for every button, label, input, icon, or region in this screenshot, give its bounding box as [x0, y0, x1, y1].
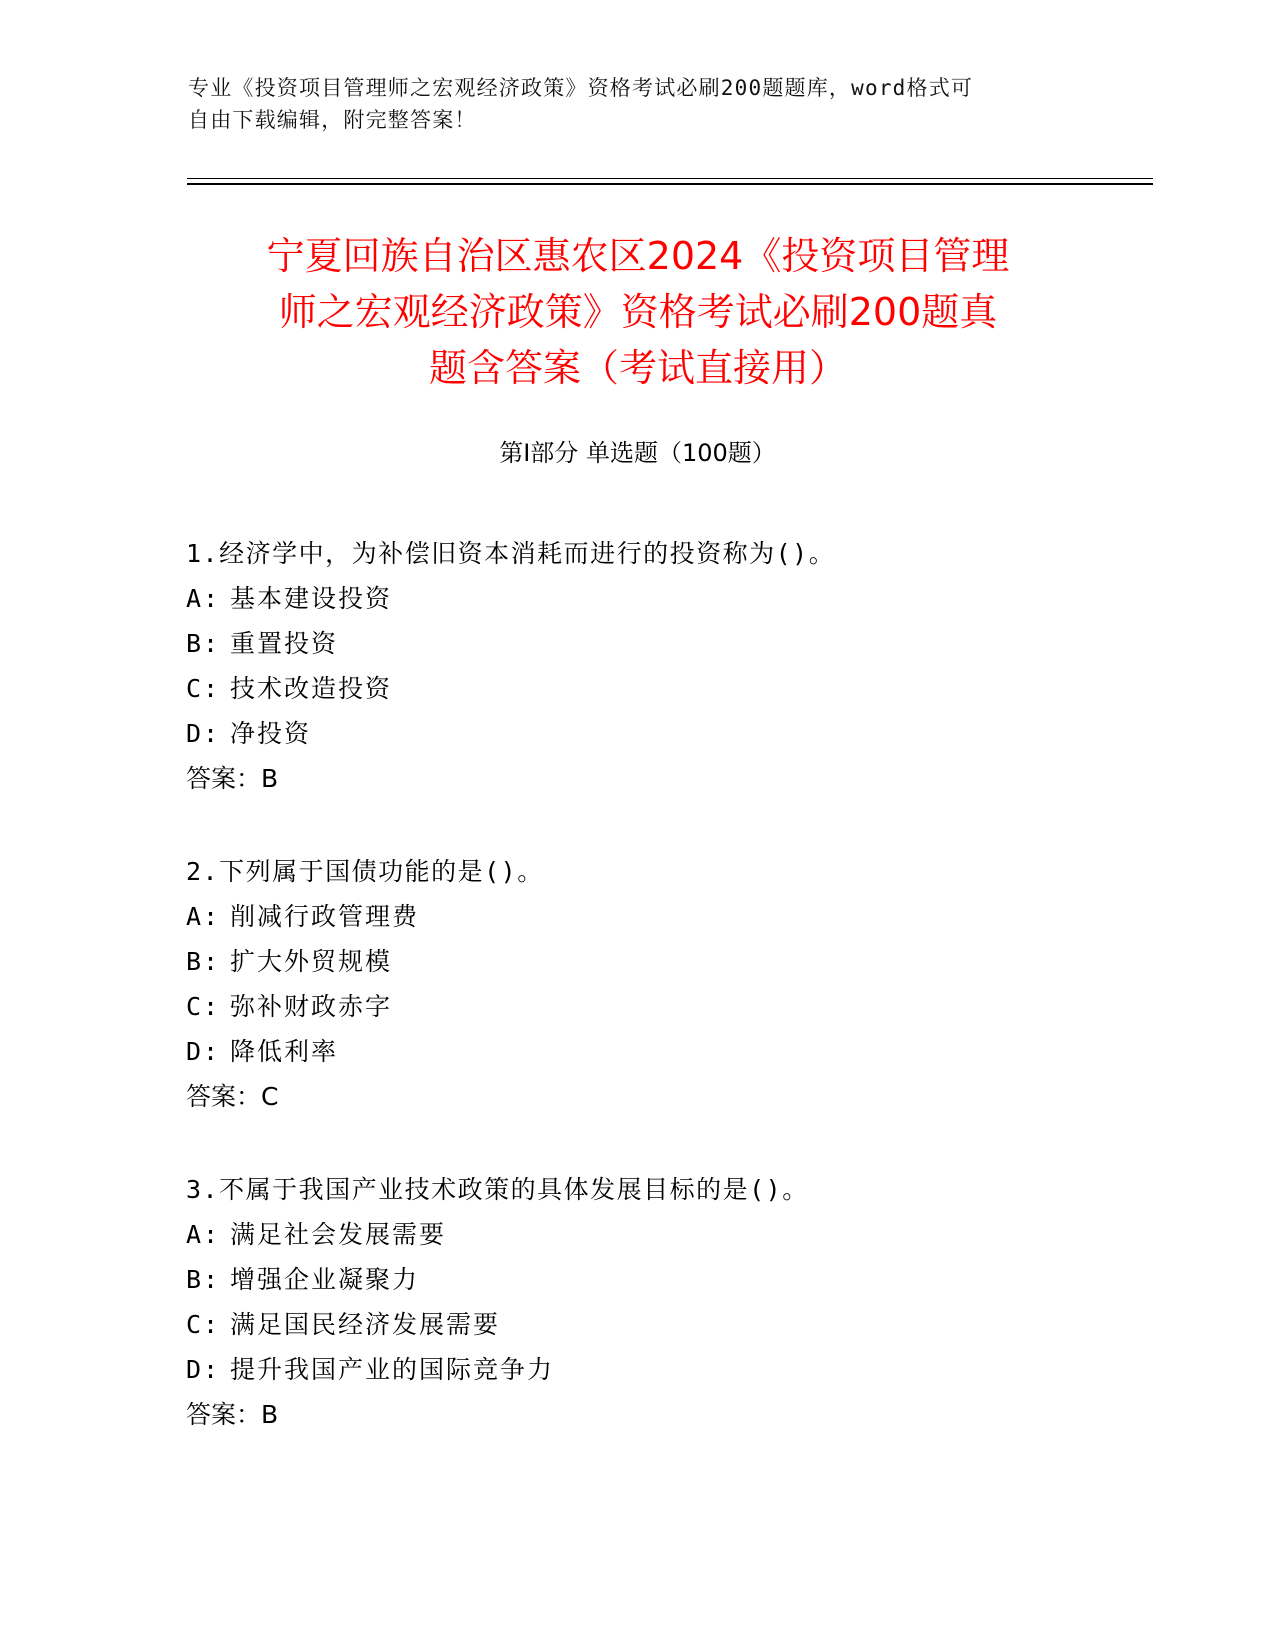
question-stem: 3.不属于我国产业技术政策的具体发展目标的是()。	[186, 1175, 809, 1204]
option-key: A:	[186, 584, 221, 613]
option-key: C:	[186, 1310, 221, 1339]
option-text: 技术改造投资	[230, 674, 393, 703]
answer-line: 答案：C	[186, 1082, 279, 1111]
option-text: 重置投资	[230, 629, 339, 658]
option-key: A:	[186, 1220, 221, 1249]
option-a	[186, 576, 1086, 621]
option-a	[186, 1212, 1086, 1257]
option-key: C:	[186, 674, 221, 703]
title-line-1: 宁夏回族自治区惠农区2024《投资项目管理	[266, 234, 1010, 278]
option-c	[186, 666, 1086, 711]
document-title	[190, 228, 1086, 396]
option-text: 降低利率	[230, 1037, 339, 1066]
option-text: 提升我国产业的国际竞争力	[230, 1355, 555, 1384]
option-d	[186, 1347, 1086, 1392]
question-2	[186, 849, 1086, 1167]
intro-line-1: 专业《投资项目管理师之宏观经济政策》资格考试必刷200题题库，word格式可	[188, 76, 974, 100]
option-b	[186, 621, 1086, 666]
question-3	[186, 1167, 1086, 1485]
option-key: D:	[186, 1037, 221, 1066]
option-text: 削减行政管理费	[230, 902, 420, 931]
title-line-2: 师之宏观经济政策》资格考试必刷200题真	[278, 290, 998, 334]
option-d	[186, 711, 1086, 756]
option-text: 基本建设投资	[230, 584, 393, 613]
option-c	[186, 984, 1086, 1029]
option-b	[186, 1257, 1086, 1302]
option-key: C:	[186, 992, 221, 1021]
option-text: 扩大外贸规模	[230, 947, 393, 976]
question-stem: 1.经济学中，为补偿旧资本消耗而进行的投资称为()。	[186, 539, 836, 568]
option-text: 净投资	[230, 719, 312, 748]
answer-line: 答案：B	[186, 764, 279, 793]
option-key: D:	[186, 1355, 221, 1384]
intro-text	[188, 72, 1078, 136]
question-1	[186, 531, 1086, 849]
option-text: 满足社会发展需要	[230, 1220, 447, 1249]
option-key: B:	[186, 947, 221, 976]
option-key: D:	[186, 719, 221, 748]
question-list	[186, 531, 1086, 1485]
header-divider-thick	[187, 183, 1153, 185]
option-b	[186, 939, 1086, 984]
option-text: 弥补财政赤字	[230, 992, 393, 1021]
section-title: 第Ⅰ部分 单选题（100题）	[499, 439, 776, 467]
title-line-3: 题含答案（考试直接用）	[428, 346, 847, 390]
option-key: A:	[186, 902, 221, 931]
option-a	[186, 894, 1086, 939]
option-c	[186, 1302, 1086, 1347]
option-text: 增强企业凝聚力	[230, 1265, 420, 1294]
question-stem: 2.下列属于国债功能的是()。	[186, 857, 544, 886]
option-text: 满足国民经济发展需要	[230, 1310, 501, 1339]
answer-line: 答案：B	[186, 1400, 279, 1429]
option-key: B:	[186, 1265, 221, 1294]
option-d	[186, 1029, 1086, 1074]
option-key: B:	[186, 629, 221, 658]
intro-line-2: 自由下载编辑，附完整答案！	[188, 108, 477, 132]
header-divider-thin	[187, 178, 1153, 179]
